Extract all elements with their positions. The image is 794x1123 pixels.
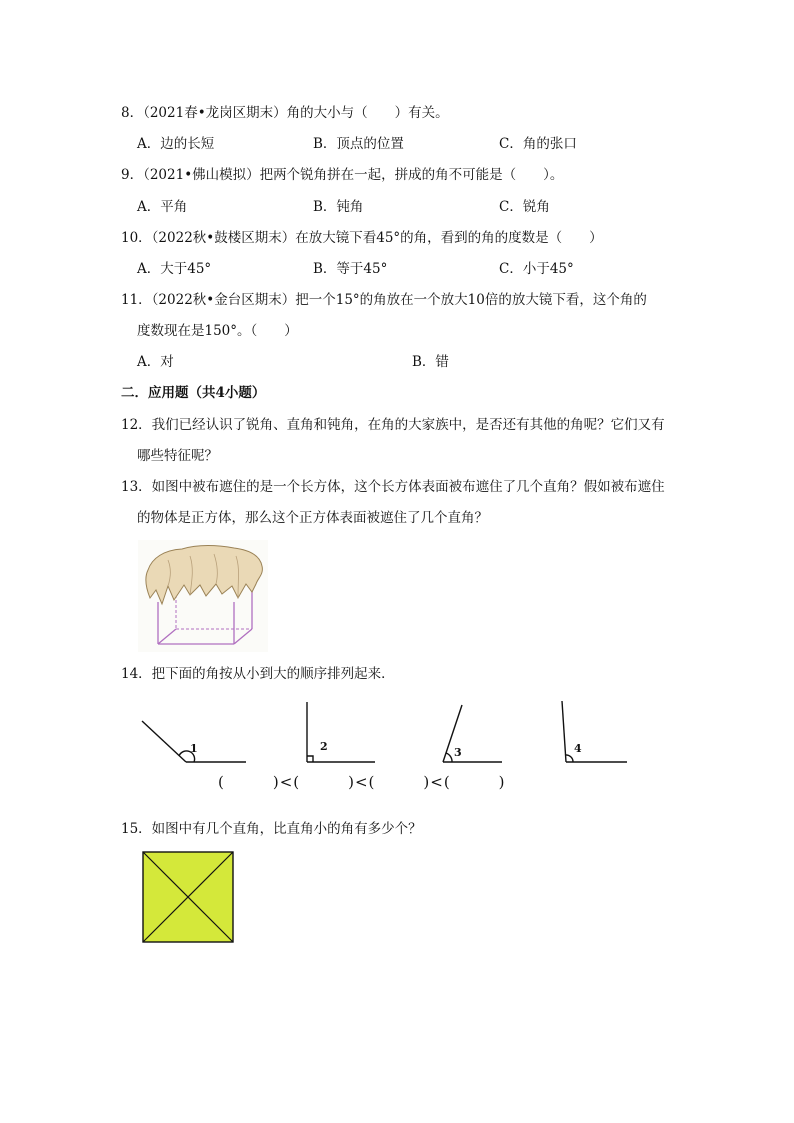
q8-option-a: A．边的长短 bbox=[137, 136, 215, 152]
angles-figure bbox=[140, 698, 640, 770]
square-figure bbox=[142, 851, 234, 943]
q11-option-a: A．对 bbox=[137, 354, 174, 370]
q11-stem-line1: 11．（2022秋•金台区期末）把一个15°的角放在一个放大10倍的放大镜下看，这个角的 bbox=[121, 292, 647, 308]
q9-option-c: C．锐角 bbox=[499, 199, 550, 215]
angle4-label: 4 bbox=[574, 742, 582, 755]
section-title: 二．应用题（共4小题） bbox=[121, 385, 266, 401]
q12-line1: 12．我们已经认识了锐角、直角和钝角，在角的大家族中，是否还有其他的角呢？它们又有 bbox=[121, 417, 665, 433]
q9-option-a: A．平角 bbox=[137, 199, 188, 215]
angle2-label: 2 bbox=[320, 740, 328, 753]
q10-stem: 10．（2022秋•鼓楼区期末）在放大镜下看45°的角，看到的角的度数是（ ） bbox=[121, 230, 603, 246]
angle2-right-mark bbox=[307, 756, 313, 762]
angle4-ray bbox=[562, 701, 566, 762]
q15-stem: 15．如图中有几个直角，比直角小的角有多少个？ bbox=[121, 821, 422, 837]
q10-option-c: C．小于45° bbox=[499, 261, 574, 277]
q13-line2: 的物体是正方体，那么这个正方体表面被遮住了几个直角？ bbox=[137, 510, 488, 526]
angle1-label: 1 bbox=[190, 742, 198, 755]
q11-option-b: B．错 bbox=[412, 354, 449, 370]
covered-box-figure bbox=[138, 540, 268, 652]
q9-stem: 9．（2021•佛山模拟）把两个锐角拼在一起，拼成的角不可能是（ ）。 bbox=[121, 167, 564, 183]
angle3-arc bbox=[446, 753, 452, 762]
angle3-label: 3 bbox=[454, 746, 462, 759]
q12-line2: 哪些特征呢？ bbox=[137, 448, 218, 464]
q10-option-b: B．等于45° bbox=[313, 261, 388, 277]
q11-stem-line2: 度数现在是150°。（ ） bbox=[137, 323, 298, 339]
q14-order-row: ( )<( )<( )<( ) bbox=[218, 773, 506, 791]
q13-line1: 13．如图中被布遮住的是一个长方体，这个长方体表面被布遮住了几个直角？假如被布遮住 bbox=[121, 479, 665, 495]
q9-option-b: B．钝角 bbox=[313, 199, 364, 215]
q10-option-a: A．大于45° bbox=[137, 261, 212, 277]
q8-option-c: C．角的张口 bbox=[499, 136, 577, 152]
q14-stem: 14．把下面的角按从小到大的顺序排列起来． bbox=[121, 666, 395, 682]
q8-stem: 8．（2021春•龙岗区期末）角的大小与（ ）有关。 bbox=[121, 105, 449, 121]
q8-option-b: B．顶点的位置 bbox=[313, 136, 404, 152]
